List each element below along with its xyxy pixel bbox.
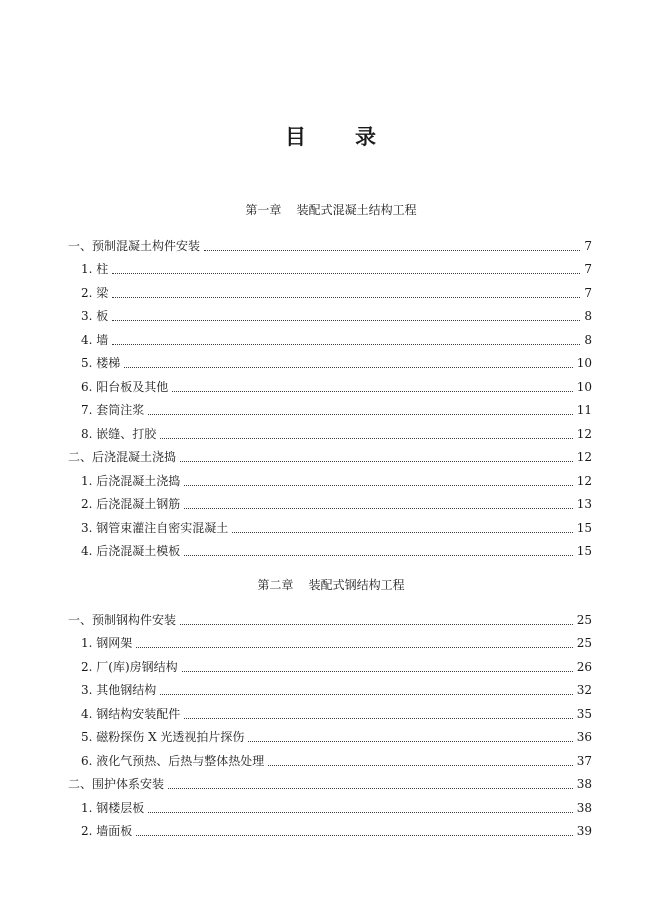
toc-entry-label: 3. 其他钢结构 — [81, 683, 157, 697]
toc-item-entry[interactable] — [68, 371, 592, 395]
toc-entry-label: 2. 墙面板 — [81, 824, 133, 838]
toc-page-number: 10 — [576, 379, 592, 394]
toc-item-entry[interactable] — [68, 698, 592, 722]
toc-entry-label: 二、后浇混凝土浇捣 — [68, 450, 177, 464]
toc-page-number: 7 — [584, 285, 592, 300]
toc-entry-label: 1. 柱 — [81, 262, 109, 276]
toc-item-entry[interactable] — [68, 277, 592, 301]
toc-page-number: 35 — [576, 706, 592, 721]
toc-dot-leader — [112, 320, 580, 321]
toc-entry-label: 3. 板 — [81, 309, 109, 323]
toc-dot-leader — [172, 391, 572, 392]
toc-dot-leader — [182, 671, 573, 672]
toc-page-number: 12 — [576, 473, 592, 488]
toc-dot-leader — [124, 367, 572, 368]
toc-page-number: 32 — [576, 683, 592, 697]
toc-page-number: 25 — [576, 636, 592, 650]
chapter-2-title: 第二章 装配式钢结构工程 — [257, 578, 405, 592]
toc-item-entry[interactable] — [68, 489, 592, 513]
toc-entry-label: 4. 后浇混凝土模板 — [81, 544, 181, 558]
chapter-1-title: 第一章 装配式混凝土结构工程 — [245, 203, 417, 217]
toc-dot-leader — [160, 694, 572, 695]
toc-dot-leader — [148, 812, 572, 813]
toc-dot-leader — [168, 788, 573, 789]
toc-page-number: 8 — [584, 309, 592, 323]
toc-entry-label: 5. 楼梯 — [81, 356, 121, 370]
toc-dot-leader — [160, 438, 572, 439]
toc-section-entry[interactable] — [68, 230, 592, 254]
toc-dot-leader — [184, 718, 572, 719]
toc-dot-leader — [112, 273, 580, 274]
toc-entry-label: 一、预制钢构件安装 — [68, 612, 177, 627]
toc-page-number: 10 — [576, 356, 592, 370]
toc-dot-leader — [184, 508, 572, 509]
toc-dot-leader — [232, 532, 572, 533]
toc-dot-leader — [112, 344, 580, 345]
toc-dot-leader — [112, 297, 580, 298]
toc-page-number: 11 — [576, 403, 592, 417]
toc-dot-leader — [136, 647, 572, 648]
toc-item-entry[interactable] — [68, 651, 592, 675]
toc-dot-leader — [204, 250, 580, 251]
toc-item-entry[interactable] — [68, 465, 592, 489]
toc-dot-leader — [180, 624, 573, 625]
toc-page-number: 7 — [584, 238, 592, 253]
toc-section-entry[interactable] — [68, 604, 592, 628]
toc-item-entry[interactable] — [68, 536, 592, 560]
toc-page-number: 39 — [576, 824, 592, 838]
toc-entry-label: 6. 液化气预热、后热与整体热处理 — [81, 753, 265, 768]
toc-item-entry[interactable] — [68, 512, 592, 536]
toc-page-number: 15 — [576, 544, 592, 558]
toc-entry-label: 4. 钢结构安装配件 — [81, 706, 181, 721]
toc-entry-label: 2. 梁 — [81, 285, 109, 300]
toc-item-entry[interactable] — [68, 418, 592, 442]
toc-page-number: 12 — [576, 450, 592, 464]
toc-entry-label: 1. 钢楼层板 — [81, 800, 145, 815]
toc-page-number: 7 — [584, 262, 592, 276]
toc-item-entry[interactable] — [68, 745, 592, 769]
toc-page-number: 13 — [576, 497, 592, 511]
toc-entry-label: 8. 嵌缝、打胶 — [81, 426, 157, 441]
toc-section-entry[interactable] — [68, 442, 592, 466]
toc-dot-leader — [184, 485, 572, 486]
toc-entry-label: 4. 墙 — [81, 332, 109, 347]
toc-entry-label: 1. 钢网架 — [81, 636, 133, 650]
toc-page-number: 12 — [576, 426, 592, 441]
toc-item-entry[interactable] — [68, 722, 592, 746]
toc-page-number: 8 — [584, 332, 592, 347]
page-title-char-2: 录 — [355, 125, 377, 149]
toc-entry-label: 5. 磁粉探伤 X 光透视拍片探伤 — [81, 730, 245, 744]
toc-page-number: 38 — [576, 800, 592, 815]
toc-dot-leader — [268, 765, 572, 766]
page-title-char-1: 目 — [285, 125, 307, 149]
toc-item-entry[interactable] — [68, 675, 592, 699]
page-title — [0, 124, 662, 150]
toc-page-number: 36 — [576, 730, 592, 744]
toc-page-number: 25 — [576, 612, 592, 627]
toc-entry-label: 6. 阳台板及其他 — [81, 379, 169, 394]
chapter-1-toc — [68, 230, 592, 559]
toc-item-entry[interactable] — [68, 348, 592, 372]
toc-item-entry[interactable] — [68, 301, 592, 325]
toc-entry-label: 3. 钢管束灌注自密实混凝土 — [81, 520, 229, 535]
toc-entry-label: 二、围护体系安装 — [68, 777, 165, 791]
toc-item-entry[interactable] — [68, 254, 592, 278]
toc-entry-label: 2. 厂(库)房钢结构 — [81, 659, 178, 674]
toc-item-entry[interactable] — [68, 395, 592, 419]
chapter-2-toc — [68, 604, 592, 839]
toc-dot-leader — [184, 555, 572, 556]
toc-page-number: 26 — [576, 659, 592, 674]
toc-entry-label: 一、预制混凝土构件安装 — [68, 238, 201, 253]
toc-dot-leader — [136, 835, 572, 836]
toc-dot-leader — [180, 461, 573, 462]
toc-entry-label: 1. 后浇混凝土浇捣 — [81, 473, 181, 488]
toc-dot-leader — [248, 741, 572, 742]
toc-entry-label: 2. 后浇混凝土钢筋 — [81, 497, 181, 511]
toc-section-entry[interactable] — [68, 769, 592, 793]
toc-page-number: 37 — [576, 753, 592, 768]
toc-item-entry[interactable] — [68, 816, 592, 840]
toc-item-entry[interactable] — [68, 792, 592, 816]
toc-page-number: 15 — [576, 520, 592, 535]
toc-entry-label: 7. 套筒注浆 — [81, 403, 145, 417]
toc-item-entry[interactable] — [68, 324, 592, 348]
toc-dot-leader — [148, 414, 572, 415]
toc-page-number: 38 — [576, 777, 592, 791]
toc-item-entry[interactable] — [68, 628, 592, 652]
